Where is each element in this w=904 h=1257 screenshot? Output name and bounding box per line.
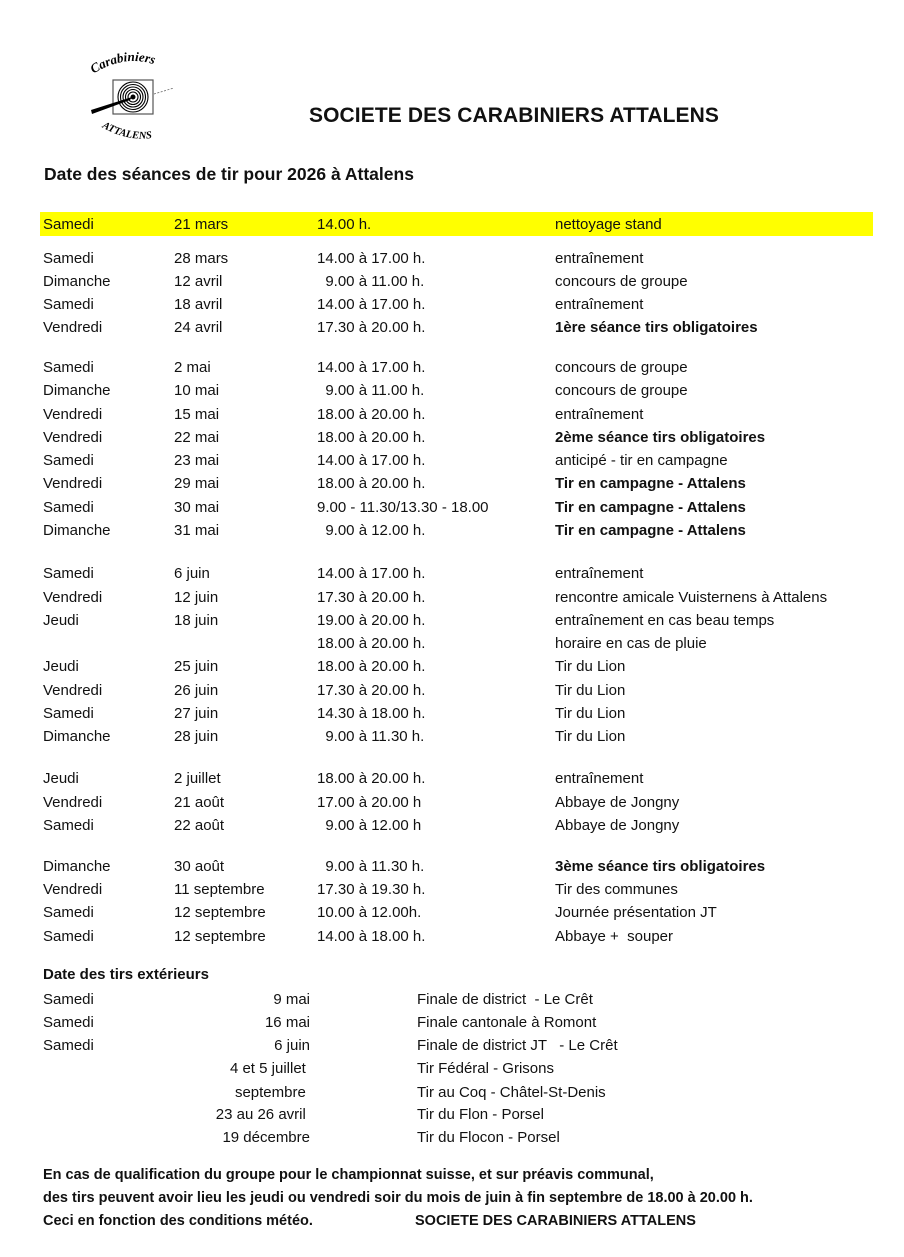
session-date: 2 juillet — [174, 770, 221, 787]
footer-line-2: des tirs peuvent avoir lieu les jeudi ou vendredi soir du mois de juin à fin septembre de 18.00 à 20.00 h. — [43, 1190, 753, 1206]
external-date: 16 mai — [264, 1014, 310, 1031]
session-date: 2 mai — [174, 359, 211, 376]
session-time: 9.00 à 11.00 h. — [317, 273, 425, 290]
svg-text:ATTALENS: ATTALENS — [100, 120, 153, 142]
session-date: 23 mai — [174, 452, 220, 469]
session-row — [0, 927, 904, 947]
session-date: 12 avril — [174, 273, 223, 290]
session-time: 18.00 à 20.00 h. — [317, 658, 426, 675]
session-time: 14.00 h. — [317, 216, 372, 233]
svg-text:Carabiniers: Carabiniers — [87, 48, 158, 77]
session-date: 29 mai — [174, 475, 220, 492]
session-date: 26 juin — [174, 682, 219, 699]
session-row — [0, 769, 904, 789]
session-day: Vendredi — [43, 794, 103, 811]
session-activity: 1ère séance tirs obligatoires — [555, 319, 758, 336]
session-activity: rencontre amicale Vuisternens à Attalens — [555, 589, 828, 606]
session-time: 10.00 à 12.00h. — [317, 904, 422, 921]
session-activity: Tir du Lion — [555, 682, 626, 699]
session-date: 22 mai — [174, 429, 220, 446]
session-row — [0, 727, 904, 747]
session-time: 9.00 à 11.30 h. — [317, 858, 425, 875]
session-date: 12 juin — [174, 589, 219, 606]
session-time: 17.30 à 20.00 h. — [317, 682, 426, 699]
session-time: 9.00 - 11.30/13.30 - 18.00 — [317, 499, 489, 516]
session-date: 31 mai — [174, 522, 220, 539]
external-row — [0, 1013, 904, 1033]
external-date: 23 au 26 avril — [215, 1106, 310, 1123]
external-section-title: Date des tirs extérieurs — [43, 966, 209, 983]
session-activity: entraînement — [555, 770, 644, 787]
session-row — [0, 428, 904, 448]
session-activity: entraînement — [555, 250, 644, 267]
footer-signature: SOCIETE DES CARABINIERS ATTALENS — [415, 1213, 696, 1229]
session-time: 17.30 à 20.00 h. — [317, 319, 426, 336]
session-row — [0, 588, 904, 608]
external-activity: Finale de district - Le Crêt — [417, 991, 593, 1008]
session-time: 17.30 à 20.00 h. — [317, 589, 426, 606]
page-title: SOCIETE DES CARABINIERS ATTALENS — [309, 104, 720, 127]
session-time: 18.00 à 20.00 h. — [317, 429, 426, 446]
session-activity: nettoyage stand — [555, 216, 662, 233]
session-activity: concours de groupe — [555, 273, 688, 290]
session-activity: Tir en campagne - Attalens — [555, 475, 746, 492]
session-activity: concours de groupe — [555, 359, 688, 376]
session-row — [0, 903, 904, 923]
session-date: 28 juin — [174, 728, 219, 745]
session-date: 21 mars — [174, 216, 229, 233]
external-date: 4 et 5 juillet — [229, 1060, 310, 1077]
external-date: septembre — [234, 1084, 310, 1101]
session-row — [0, 381, 904, 401]
session-day: Samedi — [43, 565, 94, 582]
session-row — [0, 215, 904, 235]
session-activity: Tir du Lion — [555, 705, 626, 722]
session-row — [0, 249, 904, 269]
session-day: Dimanche — [43, 522, 111, 539]
session-date: 18 avril — [174, 296, 223, 313]
session-day: Vendredi — [43, 589, 103, 606]
session-day: Dimanche — [43, 273, 111, 290]
session-day: Samedi — [43, 904, 94, 921]
session-time: 9.00 à 12.00 h — [317, 817, 422, 834]
session-date: 11 septembre — [174, 881, 265, 898]
session-row — [0, 564, 904, 584]
session-day: Samedi — [43, 359, 94, 376]
session-row — [0, 611, 904, 631]
session-row — [0, 318, 904, 338]
session-day: Vendredi — [43, 881, 103, 898]
external-day: Samedi — [43, 1037, 94, 1054]
session-activity: Abbaye de Jongny — [555, 794, 680, 811]
session-date: 24 avril — [174, 319, 223, 336]
session-activity: Abbaye de Jongny — [555, 817, 680, 834]
session-row — [0, 295, 904, 315]
external-activity: Tir du Flocon - Porsel — [417, 1129, 560, 1146]
session-day: Vendredi — [43, 475, 103, 492]
external-activity: Tir Fédéral - Grisons — [417, 1060, 554, 1077]
session-date: 28 mars — [174, 250, 229, 267]
external-activity: Tir du Flon - Porsel — [417, 1106, 544, 1123]
session-time: 18.00 à 20.00 h. — [317, 475, 426, 492]
session-time: 9.00 à 11.00 h. — [317, 382, 425, 399]
session-row — [0, 451, 904, 471]
session-row — [0, 521, 904, 541]
session-day: Dimanche — [43, 728, 111, 745]
session-time: 14.00 à 17.00 h. — [317, 250, 426, 267]
session-time: 18.00 à 20.00 h. — [317, 770, 426, 787]
session-time: 17.30 à 19.30 h. — [317, 881, 426, 898]
session-activity: Tir du Lion — [555, 658, 626, 675]
session-day: Vendredi — [43, 406, 103, 423]
session-row — [0, 358, 904, 378]
session-row — [0, 681, 904, 701]
session-day: Jeudi — [43, 612, 79, 629]
session-time: 9.00 à 12.00 h. — [317, 522, 426, 539]
external-day: Samedi — [43, 991, 94, 1008]
session-time: 14.00 à 17.00 h. — [317, 452, 426, 469]
external-row — [0, 990, 904, 1010]
session-activity: anticipé - tir en campagne — [555, 452, 728, 469]
session-time: 9.00 à 11.30 h. — [317, 728, 425, 745]
session-row — [0, 272, 904, 292]
session-activity: Abbaye + souper — [555, 928, 674, 945]
session-activity: 3ème séance tirs obligatoires — [555, 858, 766, 875]
session-day: Vendredi — [43, 682, 103, 699]
external-day: Samedi — [43, 1014, 94, 1031]
session-activity: 2ème séance tirs obligatoires — [555, 429, 766, 446]
session-activity: Tir en campagne - Attalens — [555, 522, 746, 539]
session-date: 30 août — [174, 858, 225, 875]
session-day: Samedi — [43, 817, 94, 834]
session-activity: entraînement — [555, 406, 644, 423]
club-logo — [78, 48, 188, 148]
session-day: Samedi — [43, 705, 94, 722]
session-row — [0, 816, 904, 836]
external-row — [0, 1128, 904, 1148]
session-time: 14.30 à 18.00 h. — [317, 705, 426, 722]
session-date: 21 août — [174, 794, 225, 811]
session-day: Samedi — [43, 452, 94, 469]
session-day: Jeudi — [43, 770, 79, 787]
session-day: Samedi — [43, 296, 94, 313]
page-subtitle: Date des séances de tir pour 2026 à Attalens — [44, 164, 414, 184]
session-row — [0, 793, 904, 813]
session-row — [0, 704, 904, 724]
session-date: 15 mai — [174, 406, 220, 423]
footer-line-3: Ceci en fonction des conditions météo. — [43, 1213, 313, 1229]
external-date: 9 mai — [273, 991, 310, 1008]
session-time: 19.00 à 20.00 h. — [317, 612, 426, 629]
session-row — [0, 880, 904, 900]
session-time: 14.00 à 17.00 h. — [317, 296, 426, 313]
session-activity: entraînement — [555, 565, 644, 582]
session-day: Vendredi — [43, 429, 103, 446]
session-day: Samedi — [43, 928, 94, 945]
session-time: 14.00 à 17.00 h. — [317, 359, 426, 376]
session-row — [0, 498, 904, 518]
session-row — [0, 657, 904, 677]
footer-line-1: En cas de qualification du groupe pour le championnat suisse, et sur préavis communal, — [43, 1167, 654, 1183]
session-time: 18.00 à 20.00 h. — [317, 635, 426, 652]
session-row — [0, 405, 904, 425]
session-date: 10 mai — [174, 382, 220, 399]
external-date: 6 juin — [274, 1037, 310, 1054]
session-date: 18 juin — [174, 612, 219, 629]
session-activity: Tir des communes — [555, 881, 678, 898]
session-time: 17.00 à 20.00 h — [317, 794, 422, 811]
session-row — [0, 634, 904, 654]
session-row — [0, 857, 904, 877]
session-day: Dimanche — [43, 858, 111, 875]
external-date: 19 décembre — [222, 1129, 310, 1146]
session-day: Jeudi — [43, 658, 79, 675]
external-activity: Finale de district JT - Le Crêt — [417, 1037, 618, 1054]
session-activity: Tir en campagne - Attalens — [555, 499, 746, 516]
session-activity: horaire en cas de pluie — [555, 635, 707, 652]
external-row — [0, 1105, 904, 1125]
session-date: 12 septembre — [174, 904, 266, 921]
session-activity: entraînement en cas beau temps — [555, 612, 775, 629]
session-date: 12 septembre — [174, 928, 266, 945]
session-day: Samedi — [43, 250, 94, 267]
session-date: 22 août — [174, 817, 225, 834]
session-date: 30 mai — [174, 499, 220, 516]
session-day: Samedi — [43, 216, 94, 233]
session-time: 14.00 à 18.00 h. — [317, 928, 426, 945]
session-date: 25 juin — [174, 658, 219, 675]
session-time: 18.00 à 20.00 h. — [317, 406, 426, 423]
session-date: 27 juin — [174, 705, 219, 722]
session-activity: Tir du Lion — [555, 728, 626, 745]
external-row — [0, 1036, 904, 1056]
target-rifle-icon — [78, 48, 188, 148]
session-day: Dimanche — [43, 382, 111, 399]
session-activity: Journée présentation JT — [555, 904, 717, 921]
session-day: Vendredi — [43, 319, 103, 336]
session-day: Samedi — [43, 499, 94, 516]
session-date: 6 juin — [174, 565, 210, 582]
external-activity: Finale cantonale à Romont — [417, 1014, 597, 1031]
external-row — [0, 1059, 904, 1079]
session-activity: concours de groupe — [555, 382, 688, 399]
session-row — [0, 474, 904, 494]
external-activity: Tir au Coq - Châtel-St-Denis — [417, 1084, 606, 1101]
external-row — [0, 1083, 904, 1103]
session-time: 14.00 à 17.00 h. — [317, 565, 426, 582]
session-activity: entraînement — [555, 296, 644, 313]
